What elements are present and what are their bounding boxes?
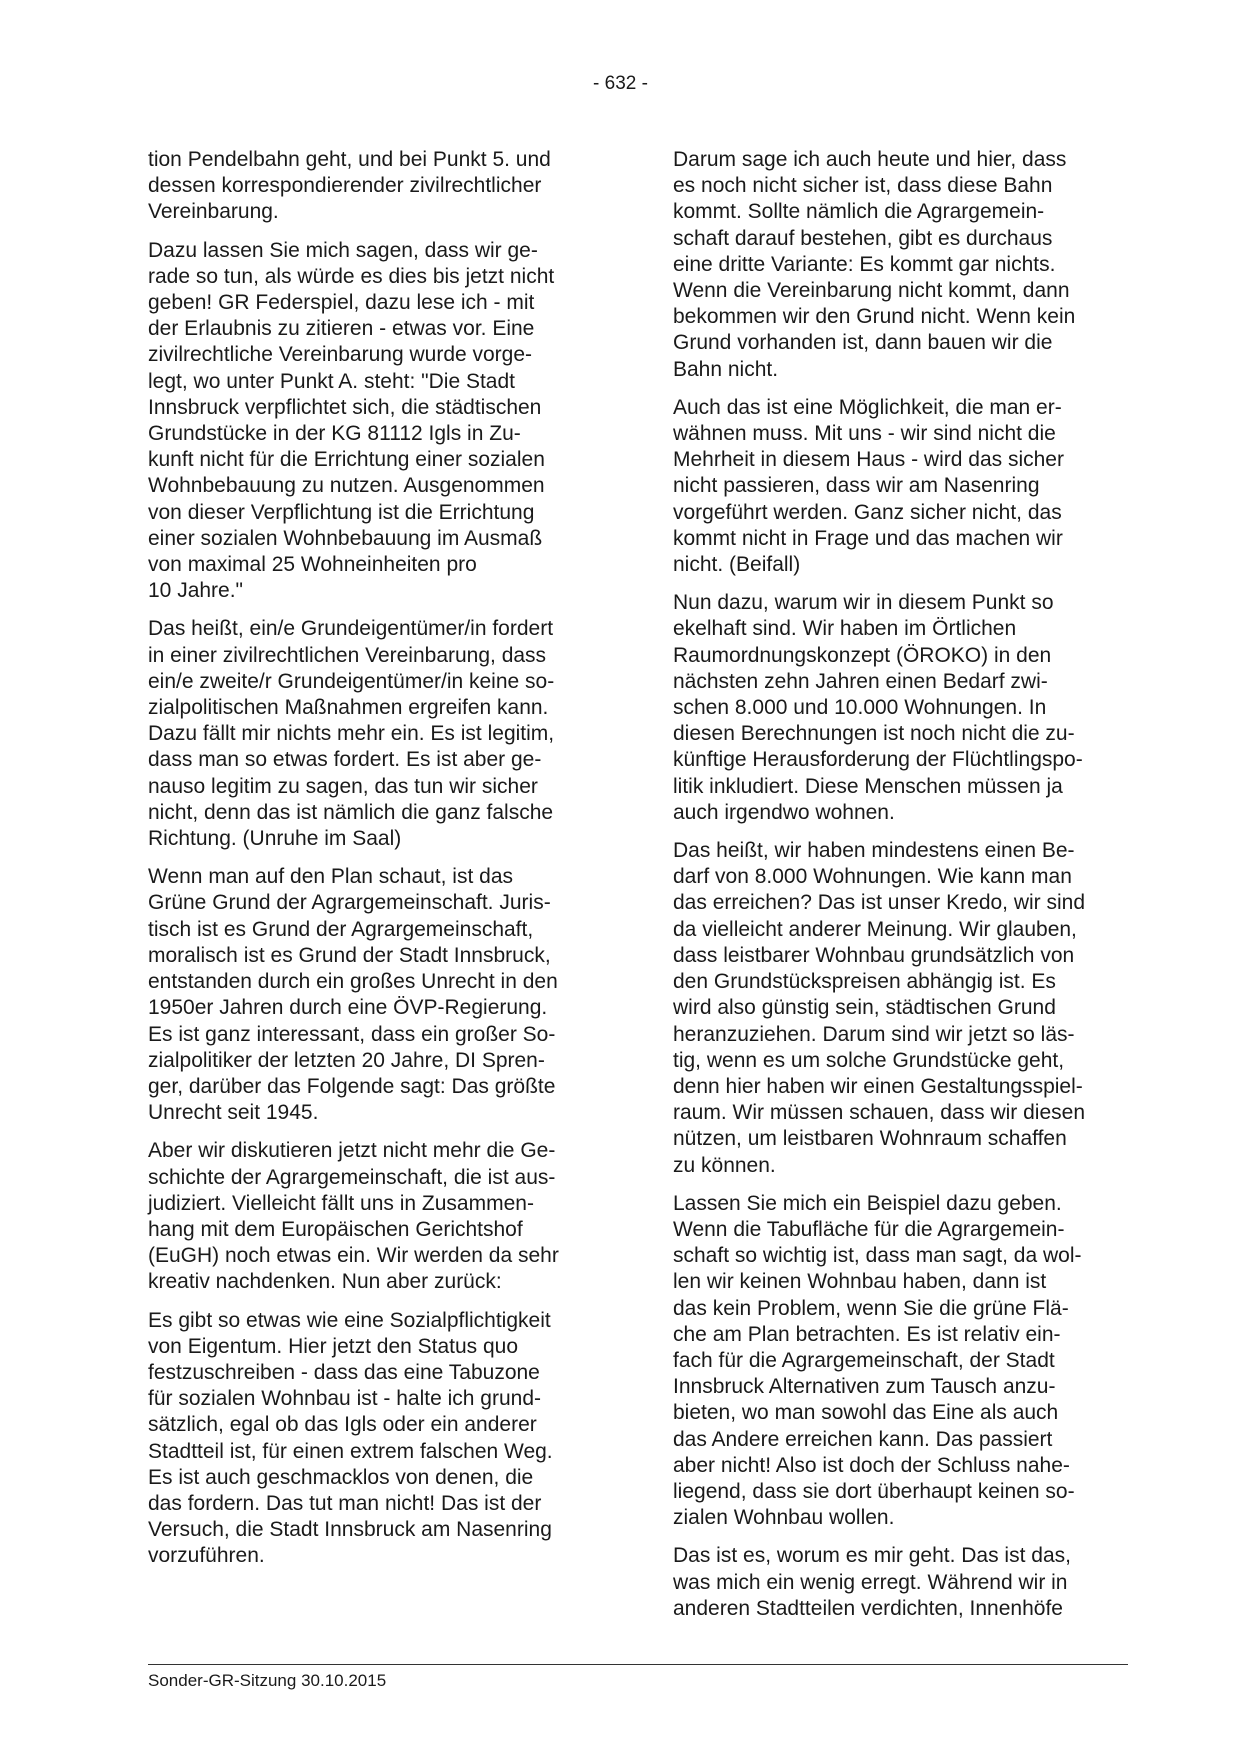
- paragraph: Es gibt so etwas wie eine Sozialpflichtigkeit von Eigentum. Hier jetzt den Status quo festzuschreiben - dass das eine Tabuzone für sozialen Wohnbau ist - halte ich grund- sätzlich, egal ob das Igls oder ein anderer Stadtteil ist, für einen extrem falschen Weg. Es ist auch geschmacklos von denen, die das fordern. Das tut man nicht! Das ist der Versuch, die Stadt Innsbruck am Nasenring vorzuführen.: [148, 1308, 553, 1568]
- footer-divider: [148, 1664, 1128, 1665]
- paragraph: tion Pendelbahn geht, und bei Punkt 5. und dessen korrespondierender zivilrechtlicher Vereinbarung.: [148, 148, 551, 224]
- paragraph: Das heißt, wir haben mindestens einen Be- darf von 8.000 Wohnungen. Wie kann man das erreichen? Das ist unser Kredo, wir sind da vielleicht anderer Meinung. Wir glauben, dass leistbarer Wohnbau grundsätzlich von den Grundstückspreisen abhängig ist. Es wird also günstig sein, städtischen Grund heranzuziehen. Darum sind wir jetzt so läs- tig, wenn es um solche Grundstücke geht, denn hier haben wir einen Gestaltungsspiel- raum. Wir müssen schauen, dass wir diesen nützen, um leistbaren Wohnraum schaffen zu können.: [673, 839, 1086, 1177]
- paragraph: Lassen Sie mich ein Beispiel dazu geben. Wenn die Tabufläche für die Agrargemein- schaft so wichtig ist, dass man sagt, da wol- len wir keinen Wohnbau haben, dann ist das kein Problem, wenn Sie die grüne Flä- che am Plan betrachten. Es ist relativ ein- fach für die Agrargemeinschaft, der Stadt Innsbruck Alternativen zum Tausch anzu- bieten, wo man sowohl das Eine als auch das Andere erreichen kann. Das passiert aber nicht! Also ist doch der Schluss nahe- liegend, dass sie dort überhaupt keinen so- zialen Wohnbau wollen.: [673, 1191, 1082, 1530]
- left-text-column: [148, 147, 600, 1582]
- paragraph: Darum sage ich auch heute und hier, dass es noch nicht sicher ist, dass diese Bahn kommt. Sollte nämlich die Agrargemein- schaft darauf bestehen, gibt es durchaus eine dritte Variante: Es kommt gar nichts. Wenn die Vereinbarung nicht kommt, dann bekommen wir den Grund nicht. Wenn kein Grund vorhanden ist, dann bauen wir die Bahn nicht.: [673, 148, 1076, 381]
- paragraph: Das ist es, worum es mir geht. Das ist das, was mich ein wenig erregt. Während wir in anderen Stadtteilen verdichten, Innenhöfe: [673, 1544, 1071, 1620]
- right-text-column: [673, 147, 1125, 1634]
- paragraph: Das heißt, ein/e Grundeigentümer/in fordert in einer zivilrechtlichen Vereinbarung, dass ein/e zweite/r Grundeigentümer/in keine so- zialpolitischen Maßnahmen ergreifen kann. Dazu fällt mir nichts mehr ein. Es ist legitim, dass man so etwas fordert. Es ist aber ge- nauso legitim zu sagen, das tun wir sicher nicht, denn das ist nämlich die ganz falsche Richtung. (Unruhe im Saal): [148, 617, 555, 851]
- footer-session-label: Sonder-GR-Sitzung 30.10.2015: [148, 1671, 387, 1690]
- paragraph: Nun dazu, warum wir in diesem Punkt so ekelhaft sind. Wir haben im Örtlichen Raumordnungskonzept (ÖROKO) in den nächsten zehn Jahren einen Bedarf zwi- schen 8.000 und 10.000 Wohnungen. In diesen Berechnungen ist noch nicht die zu- künftige Herausforderung der Flüchtlingspo- litik inkludiert. Diese Menschen müssen ja auch irgendwo wohnen.: [673, 591, 1083, 824]
- paragraph: Auch das ist eine Möglichkeit, die man er- wähnen muss. Mit uns - wir sind nicht die Mehrheit in diesem Haus - wird das sicher nicht passieren, dass wir am Nasenring vorgeführt werden. Ganz sicher nicht, das kommt nicht in Frage und das machen wir nicht. (Beifall): [673, 395, 1064, 577]
- paragraph: Wenn man auf den Plan schaut, ist das Grüne Grund der Agrargemeinschaft. Juris- tisch ist es Grund der Agrargemeinschaft, moralisch ist es Grund der Stadt Innsbruck, entstanden durch ein großes Unrecht in den 1950er Jahren durch eine ÖVP-Regierung. Es ist ganz interessant, dass ein großer So- zialpolitiker der letzten 20 Jahre, DI Spren- ger, darüber das Folgende sagt: Das größte Unrecht seit 1945.: [148, 865, 558, 1125]
- paragraph: Aber wir diskutieren jetzt nicht mehr die Ge- schichte der Agrargemeinschaft, die ist aus- judiziert. Vielleicht fällt uns in Zusammen- hang mit dem Europäischen Gerichtshof (EuGH) noch etwas ein. Wir werden da sehr kreativ nachdenken. Nun aber zurück:: [148, 1139, 559, 1294]
- paragraph: Dazu lassen Sie mich sagen, dass wir ge- rade so tun, als würde es dies bis jetzt nicht geben! GR Federspiel, dazu lese ich - mit der Erlaubnis zu zitieren - etwas vor. Eine zivilrechtliche Vereinbarung wurde vorge- legt, wo unter Punkt A. steht: "Die Stadt Innsbruck verpflichtet sich, die städtischen Grundstücke in der KG 81112 Igls in Zu- kunft nicht für die Errichtung einer sozialen Wohnbebauung zu nutzen. Ausgenommen von dieser Verpflichtung ist die Errichtung einer sozialen Wohnbebauung im Ausmaß von maximal 25 Wohneinheiten pro 10 Jahre.": [148, 238, 555, 603]
- page-number: - 632 -: [593, 73, 648, 94]
